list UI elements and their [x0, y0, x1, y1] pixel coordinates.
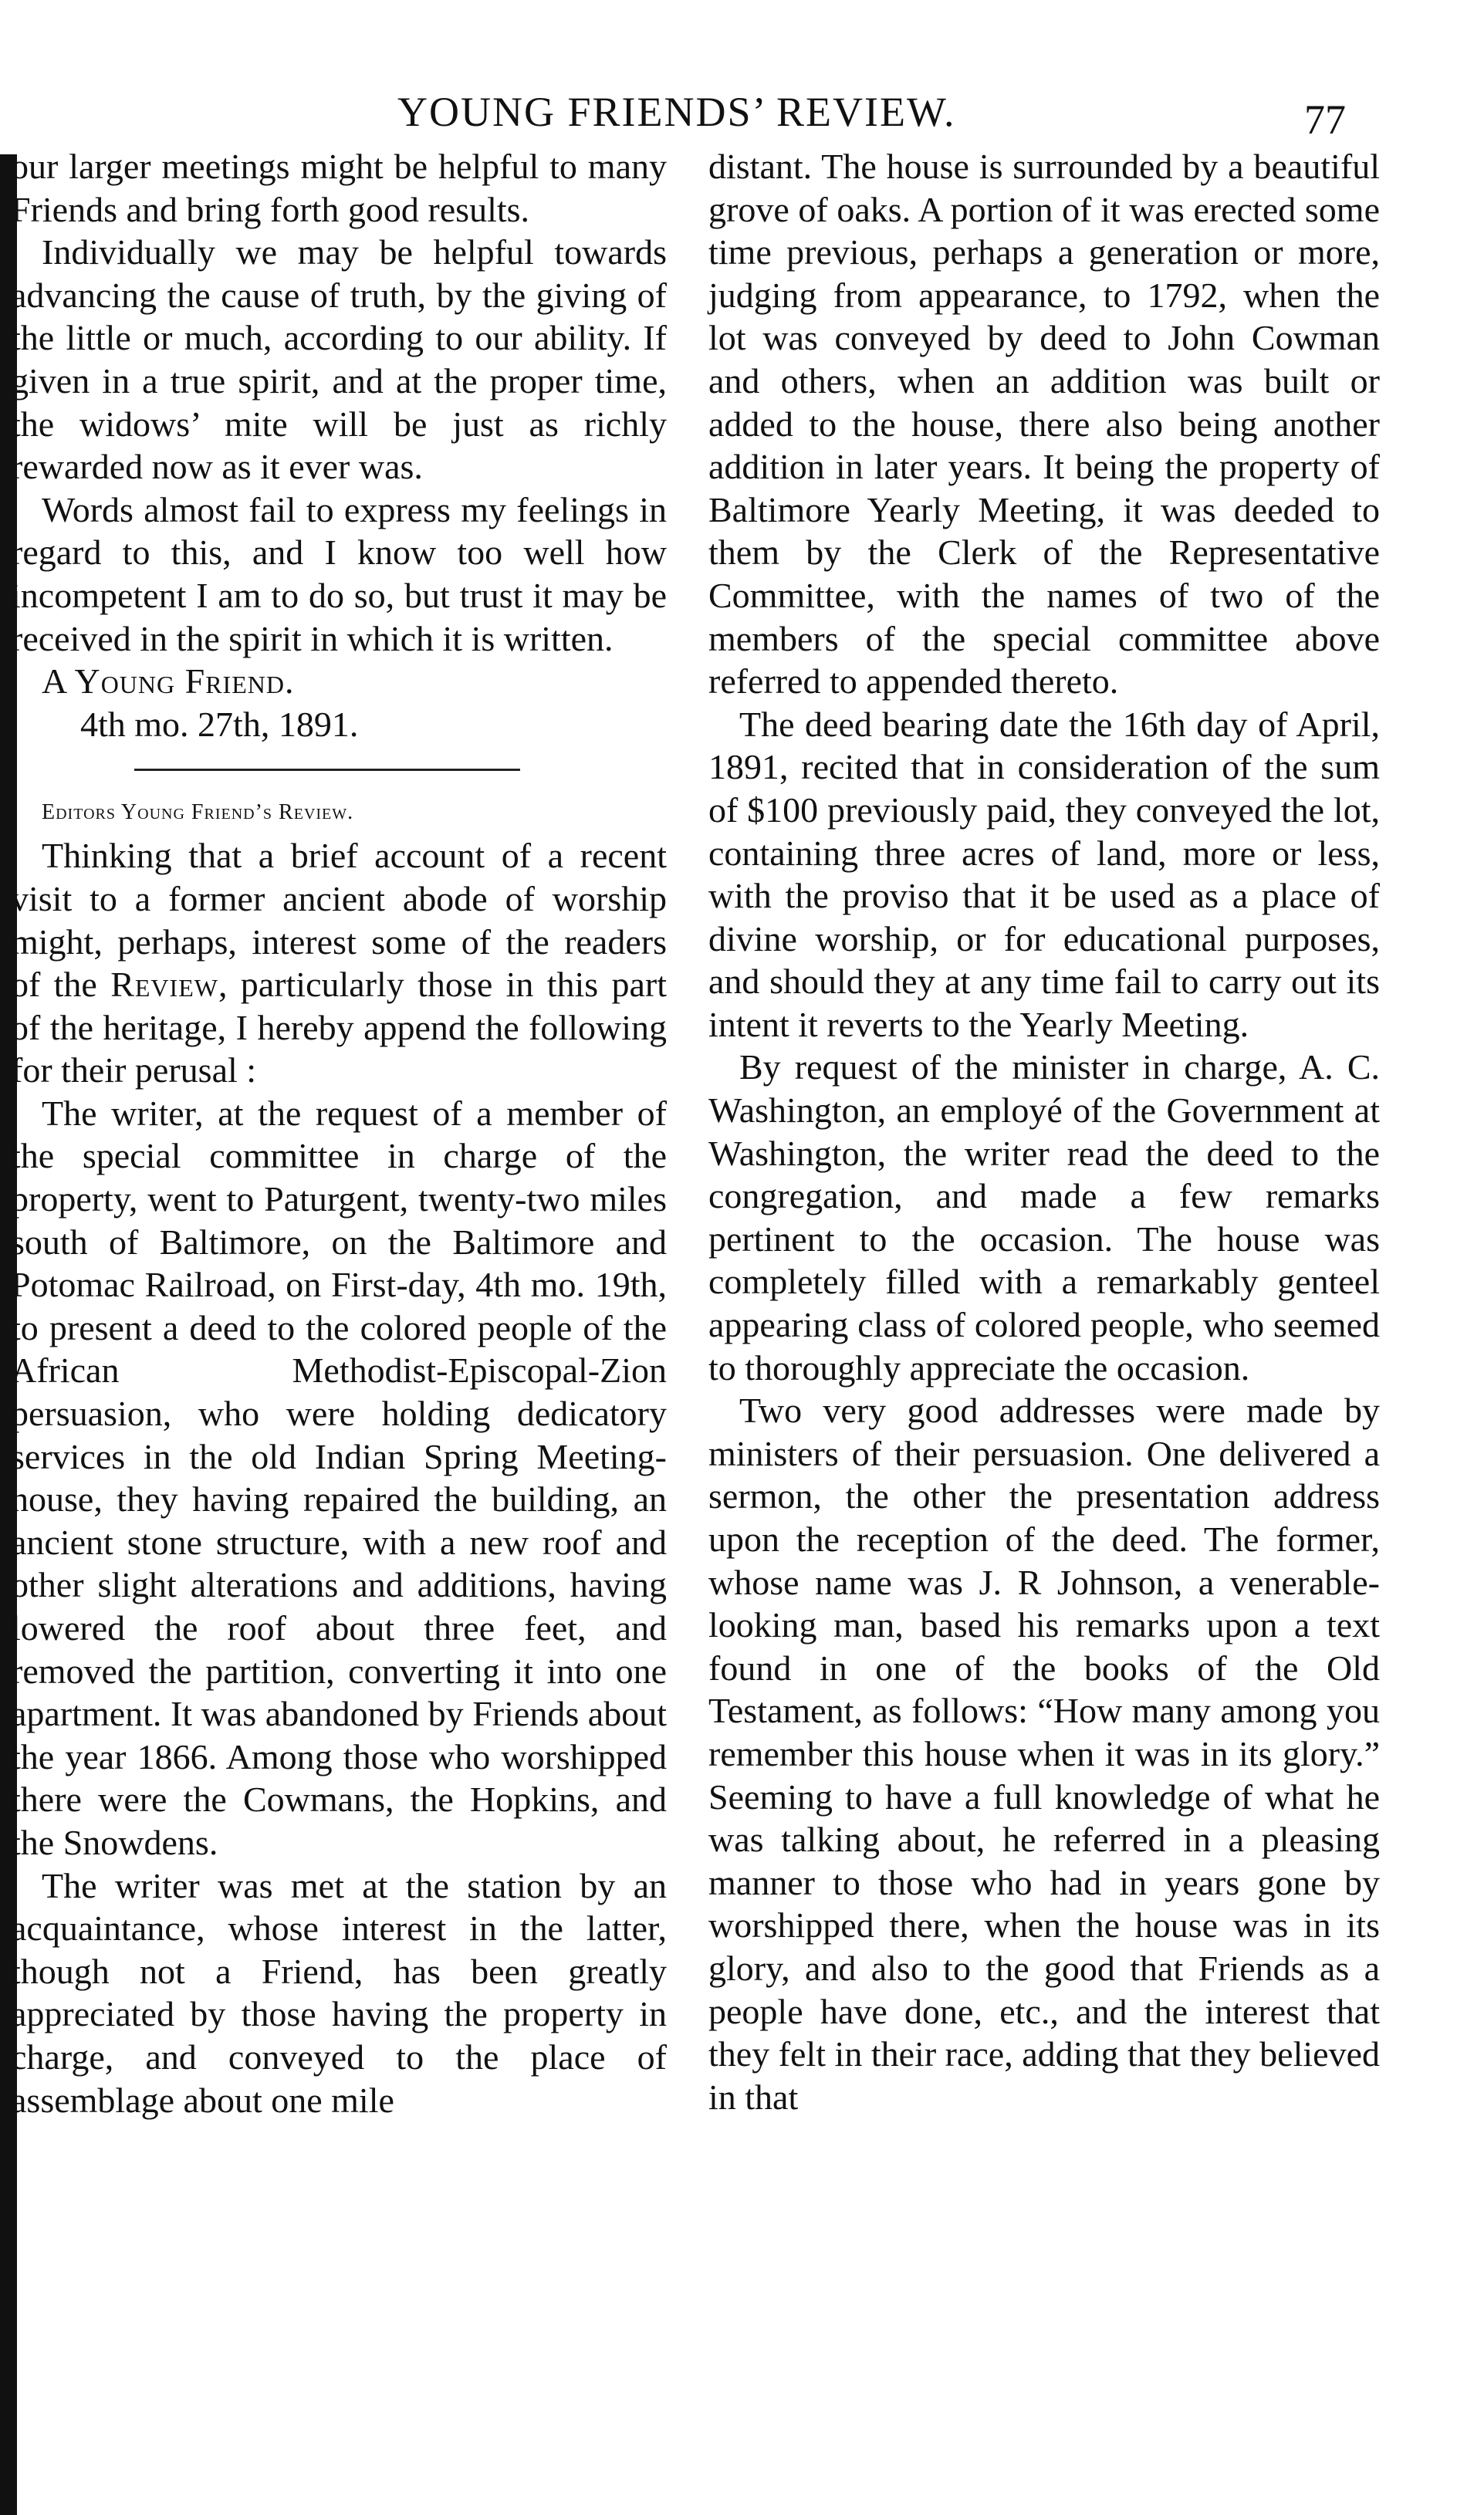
paragraph: By request of the minister in charge, A. C. Washington, an employé of the Government at Washington, the writer read the deed to the congregation, and made a few remarks pertinent to the occasion. The house was completely filled with a remarkably genteel appearing class of colored people, who seemed to thoroughly appreciate the occasion. — [708, 1047, 1380, 1388]
running-title: YOUNG FRIENDS’ REVIEW. — [397, 89, 956, 135]
page-number: 77 — [1304, 96, 1346, 143]
paragraph: The deed bearing date the 16th day of April, 1891, recited that in consideration of the sum of $100 previously paid, they conveyed the lot, containing three acres of land, more or less, with the proviso that it be used as a place of divine worship, or for educational purposes, and should they at any time fail to carry out its intent it reverts to the Yearly Meeting. — [708, 704, 1380, 1044]
signature: A Young Friend. — [42, 661, 295, 701]
paragraph: distant. The house is surrounded by a beautiful grove of oaks. A portion of it was erected some time previous, perhaps a generation or more, judging from appearance, to 1792, when the lot was conveyed by deed to John Cowman and others, when an addition was built or added to the house, there also being another addition in later years. It being the property of Baltimore Yearly Meeting, it was deeded to them by the Clerk of the Representative Committee, with the names of two of the members of the special committee above referred to appended thereto. — [708, 147, 1380, 701]
running-header — [0, 77, 1484, 147]
letter-salutation: Editors Young Friend’s Review. — [42, 800, 354, 825]
paragraph-text: , particularly those in this part of the heritage, I hereby append the following for their perusal : — [11, 965, 668, 1090]
review-title: Review — [110, 965, 218, 1005]
paragraph: Individually we may be helpful towards advancing the cause of truth, by the giving of the little or much, according to our ability. If given in a true spirit, and at the proper time, the widows’ mite will be just as richly rewarded now as it ever was. — [11, 232, 667, 487]
right-column — [708, 145, 1380, 2118]
paragraph: Two very good addresses were made by ministers of their persuasion. One delivered a sermon, the other the presentation address upon the reception of the deed. The former, whose name was J. R Johnson, a venerable-looking man, based his remarks upon a text found in one of the books of the Old Testament, as follows: “How many among you remember this house when it was in its glory.” Seeming to have a full knowledge of what he was talking about, he referred in a pleasing manner to those who had in years gone by worshipped there, when the house was in its glory, and also to the good that Friends as a people have done, etc., and the interest that they felt in their race, adding that they believed in that — [708, 1391, 1380, 2117]
paragraph: our larger meetings might be helpful to many Friends and bring forth good results. — [11, 147, 667, 229]
paragraph — [11, 834, 667, 1092]
paragraph: The writer, at the request of a member of the special committee in charge of the property, went to Paturgent, twenty-two miles south of Baltimore, on the Baltimore and Potomac Railroad, on First-day, 4th mo. 19th, to present a deed to the colored people of the African Methodist-Episcopal-Zion persuasion, who were holding dedicatory services in the old Indian Spring Meeting-house, they having repaired the building, an ancient stone structure, with a new roof and other slight alterations and additions, having lowered the roof about three feet, and removed the partition, converting it into one apartment. It was abandoned by Friends about the year 1866. Among those who worshipped there were the Cowmans, the Hopkins, and the Snowdens. — [11, 1093, 667, 1862]
paragraph: Words almost fail to express my feelings in regard to this, and I know too well how incompetent I am to do so, but trust it may be received in the spirit in which it is written. — [11, 489, 667, 658]
section-divider — [134, 769, 520, 771]
paragraph: The writer was met at the station by an acquaintance, whose interest in the latter, though not a Friend, has been greatly appreciated by those having the property in charge, and conveyed to the place of assemblage about one mile — [11, 1865, 667, 2120]
paragraph-text: Thinking that a brief account of a recent visit to a former ancient abode of worship might, perhaps, interest some of the readers of the — [11, 836, 667, 1005]
left-column — [11, 145, 667, 2121]
dateline: 4th mo. 27th, 1891. — [80, 704, 359, 744]
